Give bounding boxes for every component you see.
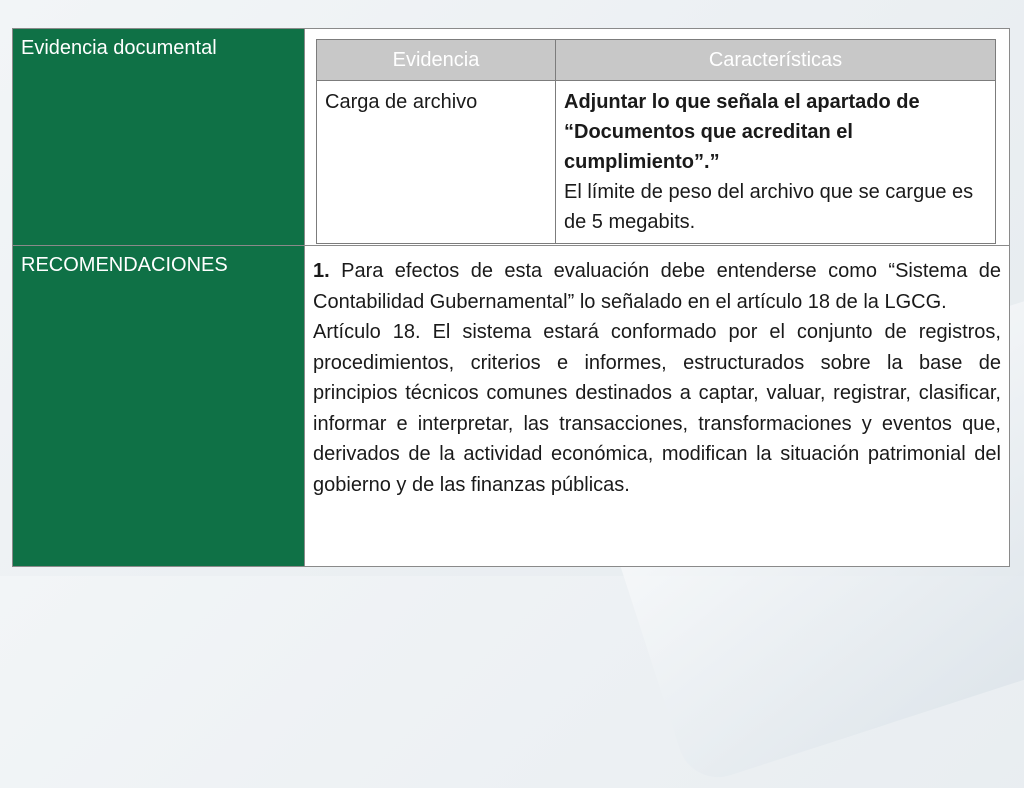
recommendations-label: RECOMENDACIONES [13,246,305,567]
characteristics-normal-text: El límite de peso del archivo que se cargue es de 5 megabits. [564,181,974,233]
header-evidencia: Evidencia [317,40,556,81]
evidence-table [316,39,996,244]
recommendations-row [13,246,1010,567]
recommendations-text [305,246,1009,500]
characteristics-value [556,81,996,244]
evidence-row [13,29,1010,246]
recommendation-paragraph-1 [313,256,1001,317]
evidence-label: Evidencia documental [13,29,305,246]
paragraph-1-text: Para efectos de esta evaluación debe entenderse como “Sistema de Contabilidad Gubernamental” lo señalado en el artículo 18 de la LGCG. [313,260,1001,313]
evidence-table-header [317,40,996,81]
recommendations-content-cell [305,246,1010,567]
evidence-table-row [317,81,996,244]
item-number: 1. [313,260,330,282]
evidence-content-cell [305,29,1010,246]
main-table [12,28,1010,567]
header-caracteristicas: Características [556,40,996,81]
characteristics-bold-text: Adjuntar lo que señala el apartado de “Documentos que acreditan el cumplimiento”.” [564,91,920,173]
evidence-value: Carga de archivo [317,81,556,244]
recommendation-paragraph-2: Artículo 18. El sistema estará conformado por el conjunto de registros, procedimientos, criterios e informes, estructurados sobre la base de principios técnicos comunes destinados a captar, valuar, registrar, clasificar, informar e interpretar, las transacciones, transformaciones y eventos que, derivados de la actividad económica, modifican la situación patrimonial del gobierno y de las finanzas públicas. [313,321,1001,496]
